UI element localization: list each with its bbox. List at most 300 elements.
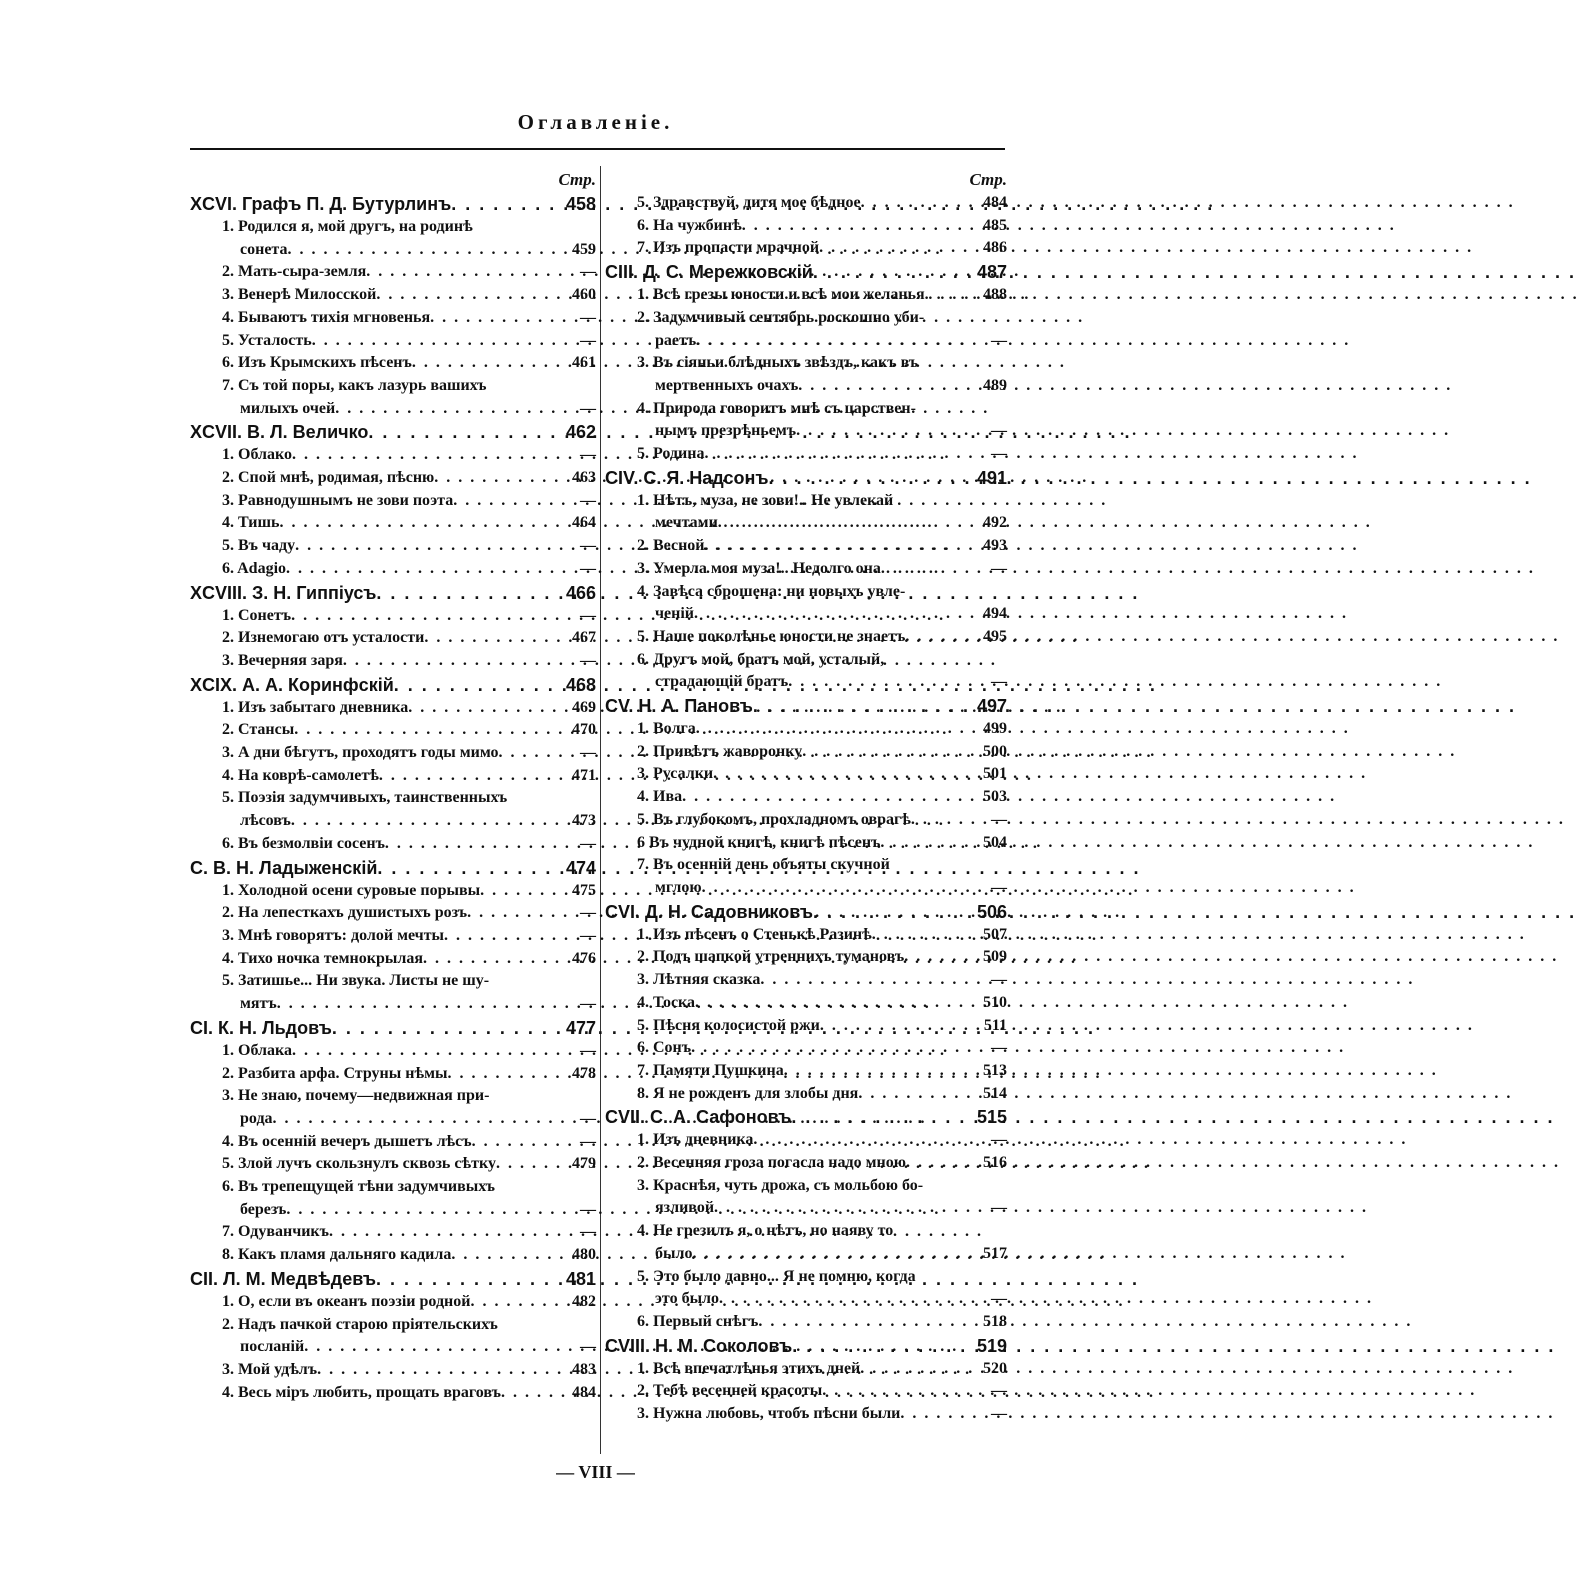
- page-number: —: [580, 995, 596, 1013]
- page-number: 482: [572, 1292, 596, 1310]
- page-number: 520: [983, 1359, 1007, 1377]
- toc-entry: [190, 1221, 596, 1244]
- entry-title: CVI. Д. Н. Садовниковъ: [605, 901, 813, 922]
- entry-title: XCVII. В. Л. Величко: [190, 422, 369, 443]
- leader-dots: [295, 535, 558, 558]
- page-number: 500: [983, 742, 1007, 760]
- page-number: —: [580, 1132, 596, 1150]
- page-number: —: [580, 904, 596, 922]
- toc-entry: [190, 765, 596, 788]
- toc-author-entry: [190, 420, 596, 444]
- entry-title: 5. Это было давно... Я не помню, когда: [637, 1267, 916, 1285]
- page-number: 513: [983, 1061, 1007, 1079]
- toc-entry: [190, 558, 596, 581]
- entry-title: 3. Не знаю, почему—недвижная при-: [222, 1087, 490, 1105]
- entry-title: березъ: [240, 1200, 287, 1218]
- toc-author-entry: [605, 694, 1007, 718]
- entry-title: 4. Бываютъ тихія мгновенья: [222, 308, 431, 326]
- leader-dots: [695, 992, 969, 1015]
- entry-title: 3. Равнодушнымъ не зови поэта: [222, 491, 454, 509]
- entry-title: 1. Изъ дневника: [637, 1131, 754, 1149]
- leader-dots: [292, 444, 558, 467]
- entry-title: 3. А дни бѣгутъ, проходятъ годы мимо: [222, 744, 499, 762]
- leader-dots: [906, 1152, 969, 1175]
- page-number: —: [580, 331, 596, 349]
- leader-dots: [444, 925, 558, 948]
- entry-title: 6. Въ трепещущей тѣни задумчивыхъ: [222, 1178, 495, 1196]
- leader-dots: [423, 948, 558, 971]
- entry-title: 3. Вечерняя заря: [222, 651, 343, 669]
- toc-entry: [605, 284, 1007, 307]
- leader-dots: [704, 443, 969, 466]
- entry-title: C. В. Н. Ладыженскій: [190, 857, 378, 878]
- leader-dots: [472, 1131, 558, 1154]
- toc-entry: [605, 307, 1007, 330]
- entry-title: 3. Нужна любовь, чтобъ пѣсни были: [637, 1405, 901, 1423]
- leader-dots: [696, 330, 969, 353]
- entry-title: 4. Весь міръ любить, прощать враговъ: [222, 1383, 501, 1401]
- page-number: —: [991, 331, 1007, 349]
- toc-entry-continuation: [190, 239, 596, 262]
- leader-dots: [822, 1380, 969, 1403]
- leader-dots: [802, 741, 969, 764]
- page-number: —: [580, 651, 596, 669]
- page-number: 476: [572, 949, 596, 967]
- leader-dots: [277, 993, 558, 1016]
- entry-title: 6. На чужбинѣ: [637, 216, 742, 234]
- entry-title: мглою: [655, 878, 702, 896]
- entry-title: 4. Не грезилъ я, о нѣтъ, но наяву то: [637, 1222, 894, 1240]
- toc-author-entry: [190, 856, 596, 880]
- toc-entry: [605, 1403, 1007, 1426]
- toc-entry: [190, 284, 596, 307]
- toc-entry-continuation: [605, 1243, 1007, 1266]
- entry-title: 3. Краснѣя, чуть дрожа, съ мольбою бо-: [637, 1176, 924, 1194]
- entry-title: 1. Изъ забытаго дневника: [222, 698, 409, 716]
- leader-dots: [287, 239, 558, 262]
- page-number: 511: [983, 1016, 1007, 1034]
- leader-dots: [880, 832, 969, 855]
- toc-entry: [605, 809, 1007, 832]
- toc-author-entry: [605, 466, 1007, 490]
- toc-entry: [605, 786, 1007, 809]
- toc-entry: [605, 398, 1007, 421]
- leader-dots: [925, 284, 969, 307]
- leader-dots: [905, 626, 969, 649]
- entry-title: раетъ: [655, 331, 697, 349]
- page-number: 460: [572, 286, 596, 304]
- entry-title: мечтами: [655, 514, 718, 532]
- leader-dots: [692, 1243, 969, 1266]
- toc-entry-continuation: [605, 512, 1007, 535]
- leader-dots: [753, 694, 969, 718]
- page-number: 499: [983, 720, 1007, 738]
- entry-title: 2. Весной: [637, 537, 705, 555]
- toc-entry: [605, 1152, 1007, 1175]
- page-number: 470: [572, 721, 596, 739]
- leader-dots: [742, 215, 969, 238]
- leader-dots: [784, 1060, 969, 1083]
- entry-title: 2. Спой мнѣ, родимая, пѣсню: [222, 469, 435, 487]
- leader-dots: [379, 765, 558, 788]
- leader-dots: [705, 535, 969, 558]
- page-number: 484: [983, 194, 1007, 211]
- toc-entry: [605, 1175, 1007, 1198]
- toc-entry-continuation: [190, 1336, 596, 1359]
- leader-dots: [329, 1221, 558, 1244]
- leader-dots: [696, 718, 969, 741]
- leader-dots: [760, 969, 969, 992]
- entry-title: 5. Усталость: [222, 331, 312, 349]
- page-number: 458: [565, 194, 596, 214]
- leader-dots: [408, 697, 558, 720]
- toc-entry: [190, 467, 596, 490]
- leader-dots: [377, 856, 558, 880]
- leader-dots: [332, 1016, 558, 1040]
- entry-title: сонета: [240, 240, 288, 258]
- leader-dots: [335, 398, 558, 421]
- toc-entry: [190, 535, 596, 558]
- toc-entry-continuation: [605, 420, 1007, 443]
- entry-title: 5. Наше поколѣнье юности не знаетъ: [637, 627, 906, 645]
- toc-entry-continuation: [605, 603, 1007, 626]
- entry-title: 2. Задумчивый сентябрь роскошно уби-: [637, 308, 925, 326]
- page-number: 485: [983, 216, 1007, 234]
- entry-title: рода: [240, 1109, 273, 1127]
- toc-entry: [605, 969, 1007, 992]
- toc-entry-continuation: [605, 1197, 1007, 1220]
- leader-dots: [496, 1153, 558, 1176]
- leader-dots: [718, 512, 969, 535]
- entry-title: 1. Сонетъ: [222, 606, 292, 624]
- toc-column-left: [190, 168, 596, 1404]
- entry-title: 2. Весенняя гроза погасла надо мною: [637, 1154, 906, 1172]
- page-number: —: [580, 1109, 596, 1127]
- leader-dots: [714, 1197, 969, 1220]
- page-number: 515: [976, 1107, 1007, 1128]
- entry-title: 4. Завѣса сброшена: ни новыхъ увле-: [637, 582, 906, 600]
- entry-title: 2. Тебѣ весенней красоты: [637, 1382, 823, 1400]
- toc-entry: [190, 1063, 596, 1086]
- page-number: —: [991, 1199, 1007, 1217]
- leader-dots: [911, 809, 969, 832]
- entry-title: язливой: [655, 1199, 715, 1217]
- entry-title: 7. Памяти Пушкина: [637, 1061, 784, 1079]
- entry-title: 3. Венерѣ Милосской: [222, 286, 377, 304]
- page-number: —: [991, 673, 1007, 691]
- leader-dots: [904, 946, 969, 969]
- leader-dots: [412, 352, 558, 375]
- toc-entry: [190, 1131, 596, 1154]
- page-number: —: [580, 606, 596, 624]
- leader-dots: [368, 420, 558, 444]
- toc-entry-continuation: [605, 877, 1007, 900]
- page-number: 484: [572, 1383, 596, 1401]
- toc-entry: [605, 237, 1007, 260]
- toc-entry: [605, 1037, 1007, 1060]
- entry-title: 4. На коврѣ-самолетѣ: [222, 766, 379, 784]
- toc-entry: [190, 1382, 596, 1405]
- entry-title: 7. Въ осенній день объяты скучной: [637, 856, 890, 874]
- leader-dots: [430, 307, 558, 330]
- leader-dots: [279, 512, 558, 535]
- toc-entry: [190, 1040, 596, 1063]
- leader-dots: [317, 1359, 558, 1382]
- page-number: —: [580, 1200, 596, 1218]
- entry-title: 2. Разбита арфа. Струны нѣмы: [222, 1064, 448, 1082]
- entry-title: 2. Мать-сыра-земля: [222, 263, 367, 281]
- toc-entry: [190, 1291, 596, 1314]
- toc-entry: [605, 924, 1007, 947]
- entry-title: 5. Въ чаду: [222, 537, 296, 555]
- page-number: 464: [572, 514, 596, 532]
- entry-title: CVIII. Н. М. Соколовъ: [605, 1335, 793, 1356]
- page-number: —: [991, 422, 1007, 440]
- page-number: 494: [983, 605, 1007, 623]
- entry-title: 3. Мой удѣлъ: [222, 1360, 318, 1378]
- entry-title: 6. Въ безмолвіи сосенъ: [222, 834, 385, 852]
- entry-title: 8. Какъ пламя дальняго кадила: [222, 1246, 452, 1264]
- entry-title: 1. Всѣ впечатлѣнья этихъ дней: [637, 1359, 861, 1377]
- toc-entry: [605, 1380, 1007, 1403]
- toc-entry: [190, 1085, 596, 1108]
- page-number: 507: [983, 925, 1007, 943]
- leader-dots: [376, 1267, 558, 1291]
- page-number: —: [580, 926, 596, 944]
- entry-title: милыхъ очей: [240, 399, 336, 417]
- page-number: —: [991, 971, 1007, 989]
- toc-entry: [190, 1153, 596, 1176]
- toc-entries-left: [190, 192, 596, 1404]
- toc-entry: [605, 992, 1007, 1015]
- leader-dots: [385, 833, 558, 856]
- leader-dots: [286, 558, 558, 581]
- page-number: 506: [976, 901, 1007, 922]
- entry-title: 4. Тоска: [637, 993, 696, 1011]
- toc-entry: [190, 261, 596, 284]
- toc-entry: [190, 719, 596, 742]
- toc-entry: [605, 741, 1007, 764]
- leader-dots: [813, 260, 969, 284]
- toc-entry: [190, 880, 596, 903]
- page-number: —: [991, 810, 1007, 828]
- toc-author-entry: [605, 1105, 1007, 1129]
- page-number: 517: [983, 1244, 1007, 1262]
- entry-title: мятъ: [240, 995, 277, 1013]
- page-number: 463: [572, 469, 596, 487]
- entry-title: 4. Ива: [637, 788, 683, 806]
- entry-title: CV. Н. А. Пановъ: [605, 696, 753, 717]
- entry-title: 3. Мнѣ говорятъ: долой мечты: [222, 926, 445, 944]
- entry-title: мертвенныхъ очахъ: [655, 376, 799, 394]
- leader-dots: [470, 1291, 558, 1314]
- page-number: 471: [572, 766, 596, 784]
- entry-title: XCVI. Графъ П. Д. Бутурлинъ: [190, 194, 452, 214]
- entry-title: 1. Волга: [637, 720, 696, 738]
- page-footer: — VIII —: [556, 1462, 635, 1482]
- page-number: 459: [572, 240, 596, 258]
- toc-entry: [190, 787, 596, 810]
- leader-dots: [713, 763, 969, 786]
- entry-title: 5. Родина: [637, 445, 705, 463]
- toc-author-entry: [605, 260, 1007, 284]
- page-number: 519: [976, 1335, 1007, 1356]
- toc-entry: [605, 1220, 1007, 1243]
- toc-entry-continuation: [605, 330, 1007, 353]
- entry-title: CII. Л. М. Медвѣдевъ: [190, 1268, 376, 1289]
- toc-column-right: [605, 168, 1007, 1426]
- toc-entry: [190, 742, 596, 765]
- leader-dots: [792, 1334, 969, 1358]
- toc-entry: [605, 649, 1007, 672]
- page-number: —: [991, 1039, 1007, 1057]
- page-number: 467: [572, 629, 596, 647]
- entry-title: 4. Въ осенній вечеръ дышетъ лѣсъ: [222, 1132, 472, 1150]
- page-number: 468: [565, 674, 596, 695]
- page-number: —: [580, 744, 596, 762]
- toc-entry: [605, 626, 1007, 649]
- leader-dots: [304, 1336, 558, 1359]
- page-number: 516: [983, 1154, 1007, 1172]
- entry-title: это было: [655, 1290, 720, 1308]
- page-number: —: [580, 308, 596, 326]
- leader-dots: [376, 581, 558, 605]
- page-number: —: [991, 1131, 1007, 1149]
- leader-dots: [858, 1083, 969, 1106]
- toc-entry-continuation: [190, 993, 596, 1016]
- toc-entry: [190, 1244, 596, 1267]
- page-number: —: [580, 834, 596, 852]
- toc-entry: [190, 375, 596, 398]
- leader-dots: [480, 880, 558, 903]
- page-number: —: [991, 559, 1007, 577]
- toc-entry: [605, 763, 1007, 786]
- leader-dots: [694, 603, 969, 626]
- entry-title: 4. Природа говоритъ мнѣ съ царствен-: [637, 399, 916, 417]
- toc-entry: [605, 581, 1007, 604]
- page-number: 473: [572, 812, 596, 830]
- leader-dots: [819, 237, 969, 260]
- entry-title: 3. Русалки: [637, 765, 714, 783]
- toc-author-entry: [605, 1334, 1007, 1358]
- page-number: 501: [983, 765, 1007, 783]
- entry-title: 7. Изъ пропасти мрачной: [637, 239, 820, 257]
- page-number: —: [580, 399, 596, 417]
- page-number: —: [991, 445, 1007, 463]
- entry-title: 4. Тихо ночка темнокрылая: [222, 949, 424, 967]
- leader-dots: [451, 1244, 558, 1267]
- toc-entry: [605, 1311, 1007, 1334]
- entry-title: CIV. С. Я. Надсонъ: [605, 467, 769, 488]
- entry-title: 8. Я не рожденъ для злобы дня: [637, 1084, 859, 1102]
- toc-entry: [190, 605, 596, 628]
- entry-title: нымъ презрѣньемъ: [655, 422, 797, 440]
- toc-entry-continuation: [605, 375, 1007, 398]
- page-number: 461: [572, 354, 596, 372]
- entry-title: 1. Облака: [222, 1041, 292, 1059]
- page-column-label: Стр.: [558, 170, 596, 189]
- page-number: 489: [983, 376, 1007, 394]
- toc-entry: [190, 1176, 596, 1199]
- page-number: —: [991, 1382, 1007, 1400]
- page-number: 481: [565, 1268, 596, 1289]
- entry-title: 5. Затишье... Ни звука. Листы не шу-: [222, 972, 490, 990]
- leader-dots: [467, 902, 558, 925]
- leader-dots: [434, 467, 558, 490]
- page-number: —: [580, 491, 596, 509]
- toc-entries-right: [605, 192, 1007, 1426]
- toc-entry: [605, 1060, 1007, 1083]
- page-number: 518: [983, 1312, 1007, 1330]
- entry-title: 1. Всѣ грезы юности и всѣ мои желанья: [637, 286, 925, 304]
- entry-title: 3. Умерла моя муза!.. Недолго она: [637, 559, 881, 577]
- entry-title: 2. Надъ пачкой старою пріятельскихъ: [222, 1315, 498, 1333]
- page-number: —: [991, 1405, 1007, 1423]
- entry-title: XCVIII. З. Н. Гиппіусъ: [190, 582, 377, 603]
- toc-author-entry: [190, 1016, 596, 1040]
- page-header: Оглавленіе.: [517, 110, 674, 134]
- entry-title: XCIX. А. А. Коринфскій: [190, 674, 394, 695]
- leader-dots: [376, 284, 558, 307]
- leader-dots: [292, 1040, 558, 1063]
- leader-dots: [702, 877, 969, 900]
- entry-title: 6. Adagio: [222, 559, 287, 577]
- toc-entry: [605, 718, 1007, 741]
- leader-dots: [691, 1037, 969, 1060]
- page-number: 486: [983, 239, 1007, 257]
- page-number: —: [580, 263, 596, 281]
- toc-entry: [190, 490, 596, 513]
- page-column-label: Стр.: [969, 170, 1007, 189]
- entry-title: 5. Злой лучъ скользнулъ сквозь сѣтку: [222, 1155, 496, 1173]
- toc-entry: [605, 352, 1007, 375]
- page-number: 488: [983, 286, 1007, 304]
- leader-dots: [796, 420, 969, 443]
- entry-title: CI. К. Н. Льдовъ: [190, 1017, 332, 1038]
- toc-entry: [605, 535, 1007, 558]
- page-number: 480: [572, 1246, 596, 1264]
- entry-title: 5. Пѣсня колосистой ржи: [637, 1016, 820, 1034]
- page-number: —: [991, 878, 1007, 896]
- entry-title: 2. Подъ шапкой утреннихъ тумановъ: [637, 948, 905, 966]
- toc-entry: [190, 970, 596, 993]
- leader-dots: [366, 261, 558, 284]
- page-number: 492: [983, 514, 1007, 532]
- toc-entry: [605, 443, 1007, 466]
- entry-title: 1. О, если въ океанъ поэзіи родной: [222, 1292, 471, 1310]
- toc-entry: [190, 444, 596, 467]
- page-number: 474: [565, 857, 596, 878]
- leader-dots: [273, 1108, 558, 1131]
- leader-dots: [788, 671, 969, 694]
- leader-dots: [453, 490, 558, 513]
- entry-title: 7. Одуванчикъ: [222, 1223, 329, 1241]
- toc-entry-continuation: [190, 810, 596, 833]
- leader-dots: [820, 1015, 969, 1038]
- entry-title: 5. Въ глубокомъ, прохладномъ оврагѣ: [637, 810, 911, 828]
- entry-title: 6. Изъ Крымскихъ пѣсенъ: [222, 354, 412, 372]
- page-number: 491: [976, 467, 1007, 488]
- leader-dots: [900, 1403, 969, 1426]
- toc-entry: [605, 854, 1007, 877]
- toc-entry: [605, 1358, 1007, 1381]
- page-number: 477: [565, 1017, 596, 1038]
- toc-entry-continuation: [190, 398, 596, 421]
- entry-title: 1. Родился я, мой другъ, на родинѣ: [222, 218, 473, 235]
- toc-entry: [605, 832, 1007, 855]
- entry-title: CVII. С. А. Сафоновъ: [605, 1107, 792, 1128]
- leader-dots: [291, 810, 558, 833]
